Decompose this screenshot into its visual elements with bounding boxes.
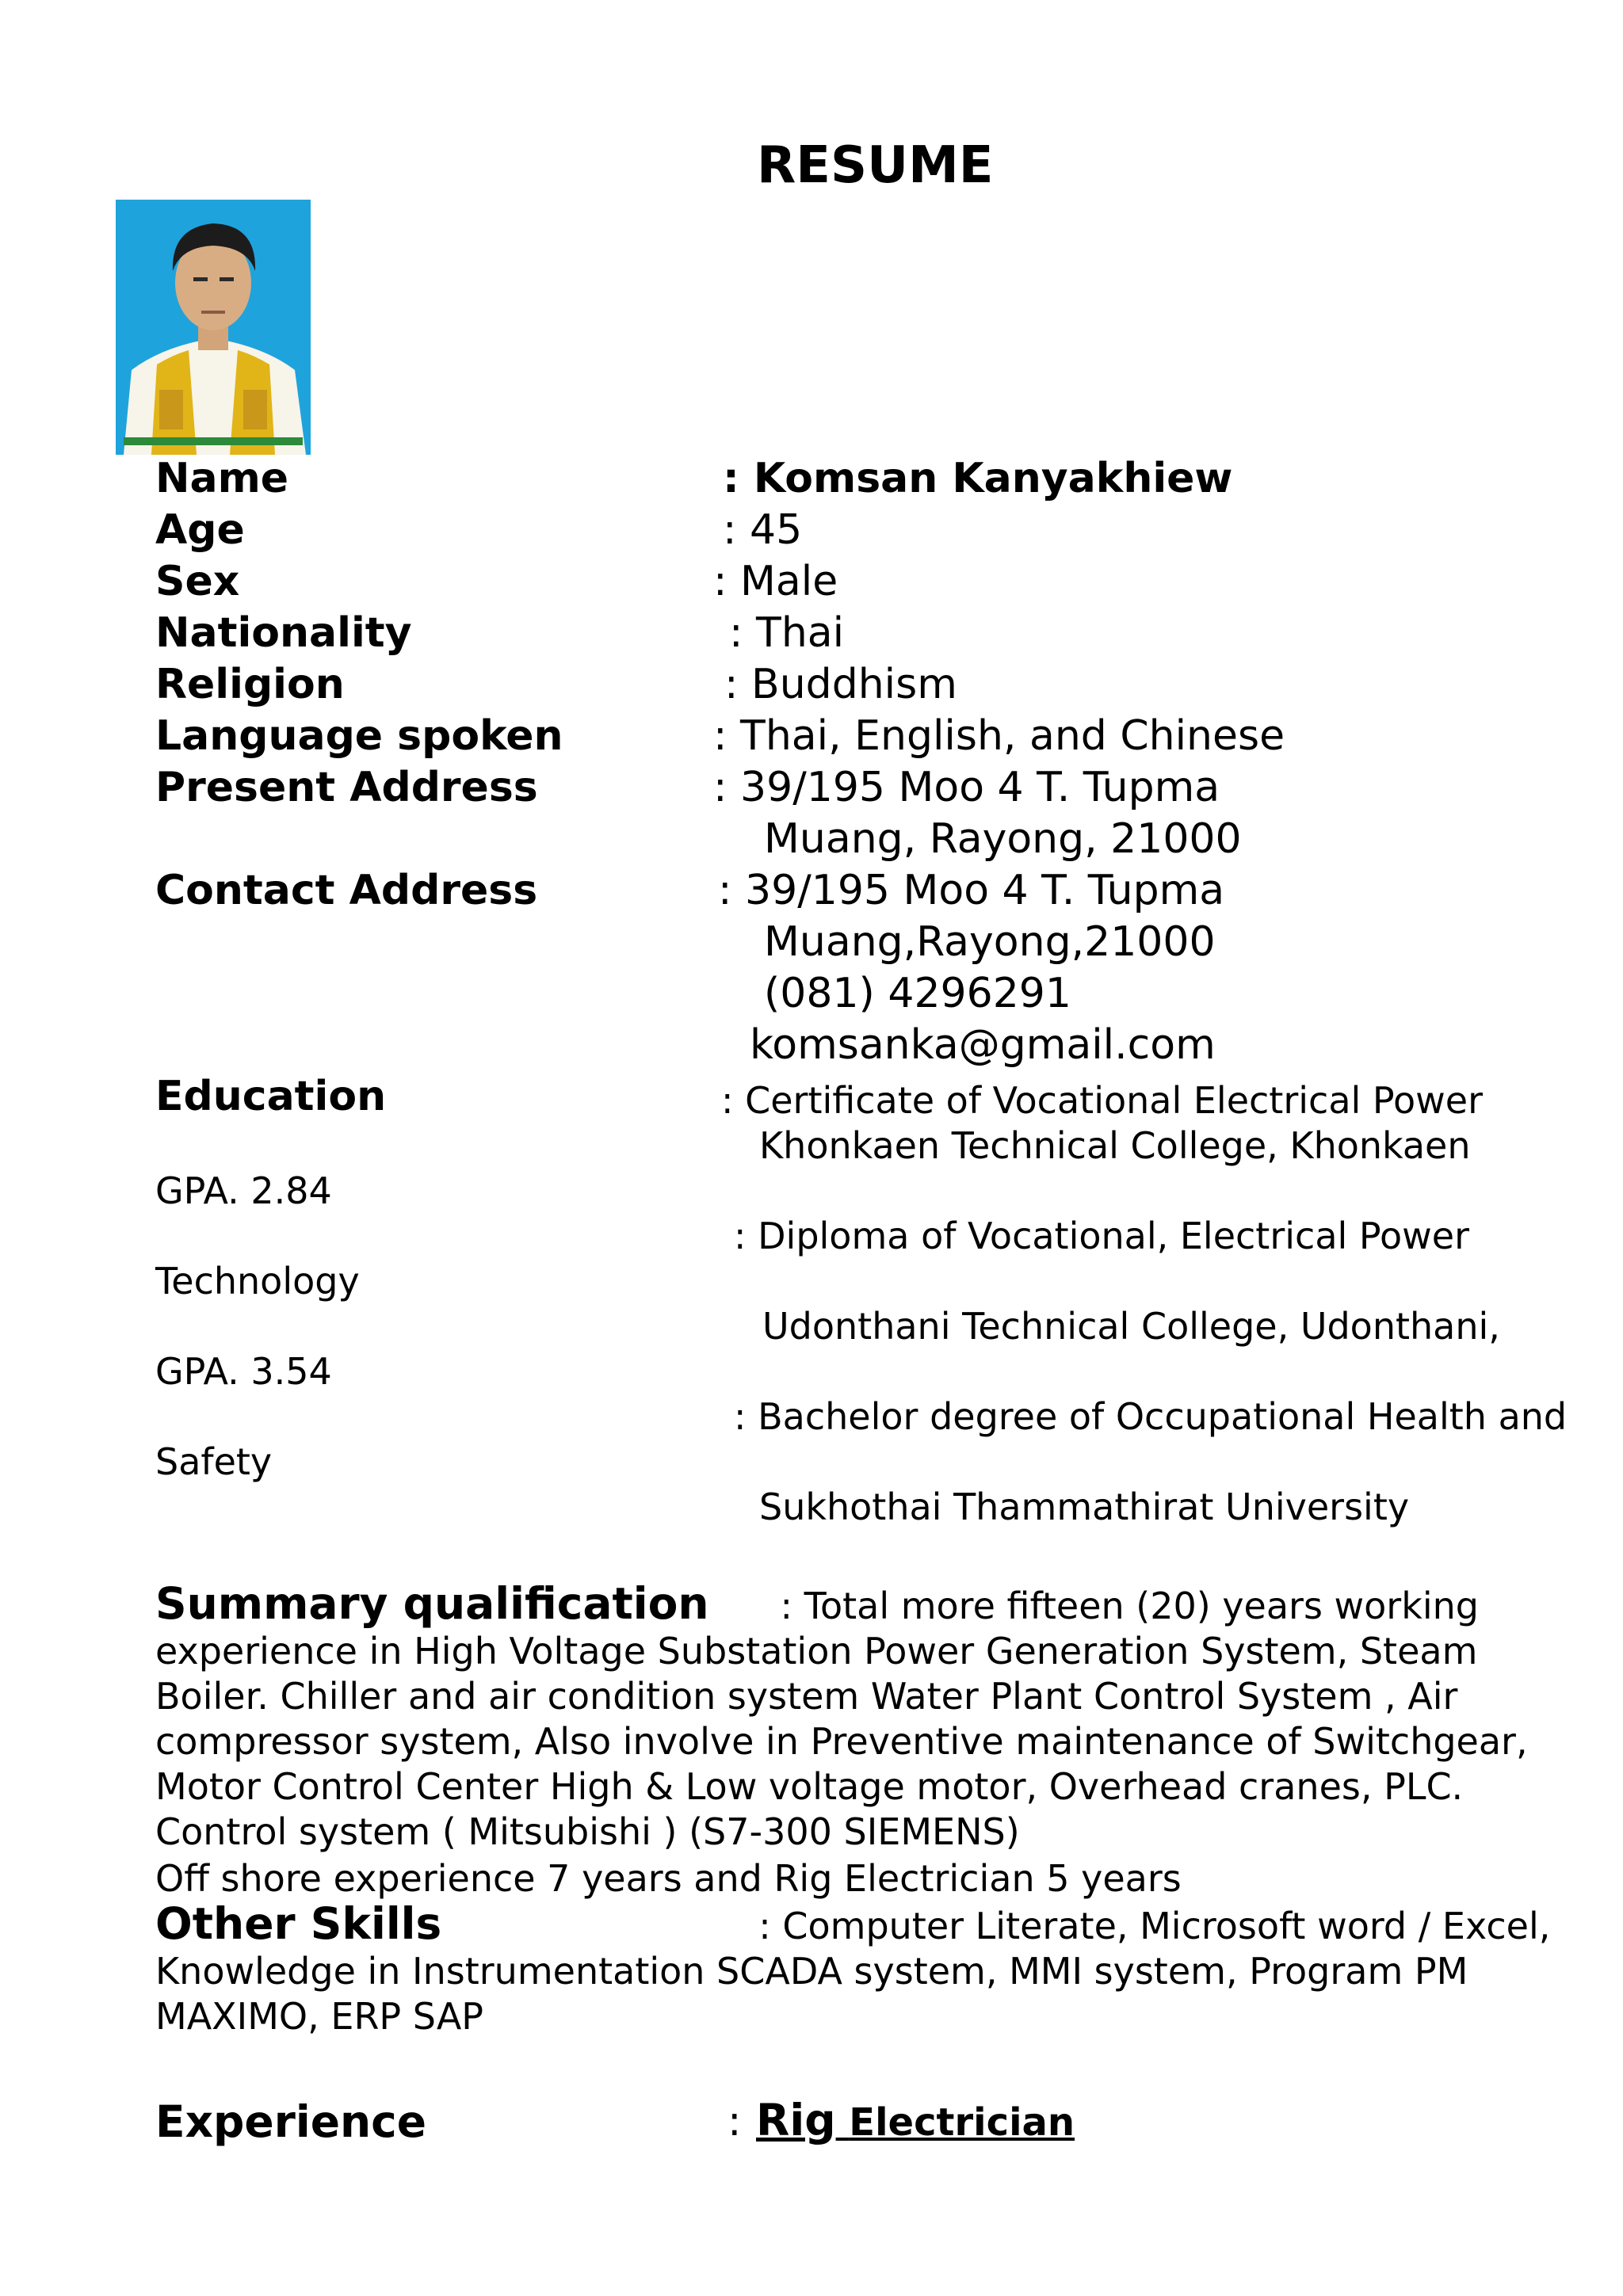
skills-label: Other Skills <box>155 1898 442 1949</box>
education-safety: Safety <box>155 1440 273 1483</box>
summary-section <box>155 1578 1582 1855</box>
present-address-line2: Muang, Rayong, 21000 <box>764 815 1242 863</box>
education-technology: Technology <box>155 1260 360 1302</box>
present-address-line1: : 39/195 Moo 4 T. Tupma <box>713 764 1220 811</box>
name-value: : Komsan Kanyakhiew <box>723 455 1233 502</box>
age-label: Age <box>155 506 245 554</box>
contact-address-label: Contact Address <box>155 867 538 914</box>
nationality-value: : Thai <box>729 609 845 657</box>
contact-phone: (081) 4296291 <box>764 970 1071 1017</box>
education-gpa1: GPA. 2.84 <box>155 1169 332 1212</box>
nationality-label: Nationality <box>155 609 412 657</box>
sex-label: Sex <box>155 558 240 605</box>
skills-section <box>155 1898 1582 2039</box>
education-line1: : Certificate of Vocational Electrical Power <box>721 1079 1483 1122</box>
experience-label: Experience <box>155 2096 427 2147</box>
education-line3: : Diploma of Vocational, Electrical Power <box>734 1215 1469 1257</box>
language-label: Language spoken <box>155 712 563 760</box>
experience-colon: : <box>727 2098 742 2145</box>
offshore-experience: Off shore experience 7 years and Rig Electrician 5 years <box>155 1857 1182 1900</box>
age-value: : 45 <box>723 506 803 554</box>
education-line4: Udonthani Technical College, Udonthani, <box>762 1305 1500 1348</box>
religion-label: Religion <box>155 661 345 708</box>
experience-role <box>756 2095 1075 2145</box>
contact-address-line2: Muang,Rayong,21000 <box>764 918 1216 966</box>
education-line2: Khonkaen Technical College, Khonkaen <box>759 1124 1471 1167</box>
experience-role-word2: Electrician <box>849 2100 1075 2145</box>
education-label: Education <box>155 1073 387 1120</box>
contact-email[interactable]: komsanka@gmail.com <box>750 1021 1216 1069</box>
education-gpa2: GPA. 3.54 <box>155 1350 332 1393</box>
skills-text: : Computer Literate, Microsoft word / Excel, Knowledge in Instrumentation SCADA system, MMI system, Program PM MAXIMO, ERP SAP <box>155 1905 1551 2038</box>
sex-value: : Male <box>713 558 838 605</box>
profile-photo <box>116 200 311 455</box>
contact-address-line1: : 39/195 Moo 4 T. Tupma <box>718 867 1225 914</box>
education-line6: Sukhothai Thammathirat University <box>759 1486 1410 1528</box>
summary-label: Summary qualification <box>155 1578 709 1629</box>
name-label: Name <box>155 455 289 502</box>
resume-title: RESUME <box>757 136 994 195</box>
education-line5: : Bachelor degree of Occupational Health and <box>734 1395 1568 1438</box>
language-value: : Thai, English, and Chinese <box>713 712 1285 760</box>
profile-photo-image <box>116 200 311 455</box>
present-address-label: Present Address <box>155 764 538 811</box>
experience-role-word1: Rig <box>756 2095 836 2145</box>
religion-value: : Buddhism <box>724 661 957 708</box>
summary-text: : Total more fifteen (20) years working experience in High Voltage Substation Power Generation System, Steam Boiler. Chiller and air condition system Water Plant Control System , Air compressor system, Also involve in Preventive maintenance of Switchgear, Motor Control Center High & Low voltage motor, Overhead cranes, PLC. Control system ( Mitsubishi ) (S7-300 SIEMENS) <box>155 1585 1528 1853</box>
